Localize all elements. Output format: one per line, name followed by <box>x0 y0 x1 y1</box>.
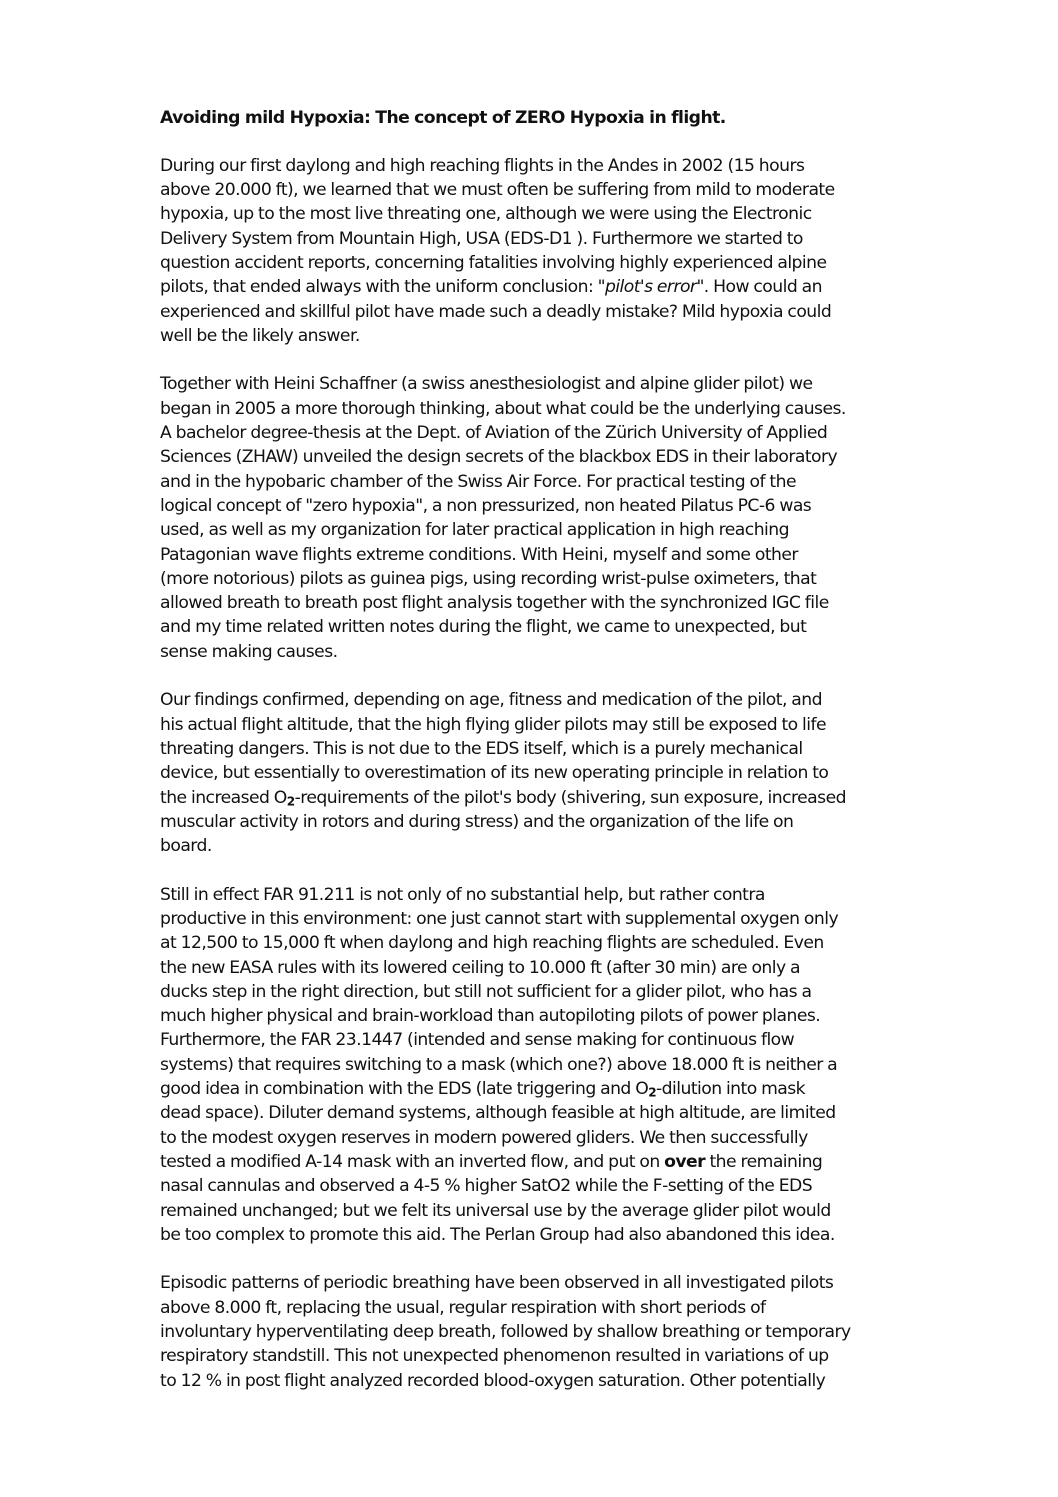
text-segment: dead space). Diluter demand systems, although feasible at high altitude, are limited <box>160 1103 836 1124</box>
text-line <box>160 591 900 615</box>
text-segment: (more notorious) pilots as guinea pigs, using recording wrist-pulse oximeters, that <box>160 568 817 589</box>
text-line <box>160 397 900 421</box>
text-segment: systems) that requires switching to a mask (which one?) above 18.000 ft is neither a <box>160 1054 838 1075</box>
text-line <box>160 810 900 834</box>
text-segment: Together with Heini Schaffner (a swiss anesthesiologist and alpine glider pilot) we <box>160 374 813 395</box>
text-line <box>160 1174 900 1198</box>
text-line <box>160 834 900 858</box>
text-segment: at 12,500 to 15,000 ft when daylong and high reaching flights are scheduled. Even <box>160 933 824 954</box>
text-segment: remained unchanged; but we felt its universal use by the average glider pilot would <box>160 1200 831 1221</box>
paragraph <box>160 883 900 1247</box>
paragraph <box>160 372 900 664</box>
document-body <box>160 154 900 1393</box>
text-line <box>160 786 900 810</box>
text-segment: Delivery System from Mountain High, USA (EDS-D1 ). Furthermore we started to <box>160 228 803 249</box>
text-segment: Patagonian wave flights extreme conditions. With Heini, myself and some other <box>160 544 798 565</box>
text-line <box>160 494 900 518</box>
subscript: 2 <box>286 793 295 808</box>
text-line <box>160 1320 900 1344</box>
text-line <box>160 1004 900 1028</box>
text-line <box>160 202 900 226</box>
text-segment: experienced and skillful pilot have made such a deadly mistake? Mild hypoxia could <box>160 301 832 322</box>
text-line <box>160 227 900 251</box>
paragraph <box>160 688 900 858</box>
text-line <box>160 713 900 737</box>
text-segment: tested a modified A-14 mask with an inverted flow, and put on <box>160 1151 665 1172</box>
text-segment: Sciences (ZHAW) unveiled the design secrets of the blackbox EDS in their laboratory <box>160 447 838 468</box>
text-line <box>160 275 900 299</box>
text-segment: to 12 % in post flight analyzed recorded blood-oxygen saturation. Other potentially <box>160 1370 826 1391</box>
text-segment: ". How could an <box>696 277 822 298</box>
text-segment: A bachelor degree-thesis at the Dept. of Aviation of the Zürich University of Applied <box>160 423 828 444</box>
text-line <box>160 640 900 664</box>
text-segment: the remaining <box>705 1151 823 1172</box>
document-page <box>160 106 900 1417</box>
text-line <box>160 567 900 591</box>
text-line <box>160 251 900 275</box>
text-segment: allowed breath to breath post flight analysis together with the synchronized IGC file <box>160 593 829 614</box>
text-line <box>160 1271 900 1295</box>
text-segment: nasal cannulas and observed a 4-5 % higher SatO2 while the F-setting of the EDS <box>160 1176 813 1197</box>
text-segment: be too complex to promote this aid. The Perlan Group had also abandoned this idea. <box>160 1224 835 1245</box>
text-segment: hypoxia, up to the most live threating one, although we were using the Electronic <box>160 204 812 225</box>
text-segment: above 8.000 ft, replacing the usual, regular respiration with short periods of <box>160 1297 766 1318</box>
text-segment: his actual flight altitude, that the high flying glider pilots may still be exposed to life <box>160 714 827 735</box>
text-segment: well be the likely answer. <box>160 325 360 346</box>
text-line <box>160 907 900 931</box>
text-line <box>160 883 900 907</box>
text-line <box>160 300 900 324</box>
text-segment: sense making causes. <box>160 641 338 662</box>
text-line <box>160 980 900 1004</box>
text-segment: device, but essentially to overestimation of its new operating principle in relation to <box>160 763 829 784</box>
text-segment: to the modest oxygen reserves in modern powered gliders. We then successfully <box>160 1127 808 1148</box>
text-line <box>160 1101 900 1125</box>
paragraph <box>160 1271 900 1392</box>
text-line <box>160 154 900 178</box>
text-line <box>160 543 900 567</box>
text-segment: Episodic patterns of periodic breathing have been observed in all investigated pilots <box>160 1273 834 1294</box>
text-line <box>160 956 900 980</box>
document-title: Avoiding mild Hypoxia: The concept of ZERO Hypoxia in flight. <box>160 108 726 128</box>
text-line <box>160 1369 900 1393</box>
text-segment: threating dangers. This is not due to the EDS itself, which is a purely mechanical <box>160 738 803 759</box>
italic-text: pilot's error <box>604 277 697 298</box>
text-segment: much higher physical and brain-workload than autopiloting pilots of power planes. <box>160 1006 821 1027</box>
text-line <box>160 1296 900 1320</box>
text-segment: and my time related written notes during the flight, we came to unexpected, but <box>160 617 807 638</box>
text-segment: the increased O <box>160 787 287 808</box>
bold-text: over <box>664 1151 706 1172</box>
text-segment: productive in this environment: one just cannot start with supplemental oxygen only <box>160 909 839 929</box>
text-line <box>160 615 900 639</box>
text-segment: question accident reports, concerning fatalities involving highly experienced alpine <box>160 252 827 273</box>
text-line <box>160 421 900 445</box>
text-line <box>160 1199 900 1223</box>
text-segment: muscular activity in rotors and during stress) and the organization of the life on <box>160 811 794 832</box>
text-segment: Furthermore, the FAR 23.1447 (intended and sense making for continuous flow <box>160 1030 795 1051</box>
text-segment: -dilution into mask <box>656 1079 806 1100</box>
text-segment: Our findings confirmed, depending on age, fitness and medication of the pilot, and <box>160 690 822 711</box>
text-line <box>160 1223 900 1247</box>
text-segment: Still in effect FAR 91.211 is not only of no substantial help, but rather contra <box>160 884 765 905</box>
text-segment: the new EASA rules with its lowered ceiling to 10.000 ft (after 30 min) are only a <box>160 957 801 978</box>
text-segment: respiratory standstill. This not unexpected phenomenon resulted in variations of up <box>160 1346 829 1367</box>
text-segment: above 20.000 ft), we learned that we must often be suffering from mild to moderate <box>160 180 835 201</box>
text-line <box>160 1077 900 1101</box>
subscript: 2 <box>648 1085 657 1100</box>
text-segment: good idea in combination with the EDS (late triggering and O <box>160 1079 649 1100</box>
text-segment: used, as well as my organization for later practical application in high reaching <box>160 520 789 541</box>
text-segment: pilots, that ended always with the uniform conclusion: " <box>160 277 605 298</box>
paragraph <box>160 154 900 348</box>
text-segment: logical concept of "zero hypoxia", a non pressurized, non heated Pilatus PC-6 was <box>160 495 812 516</box>
text-line <box>160 445 900 469</box>
text-line <box>160 1053 900 1077</box>
text-line <box>160 1126 900 1150</box>
text-line <box>160 737 900 761</box>
text-line <box>160 931 900 955</box>
text-line <box>160 1344 900 1368</box>
text-segment: -requirements of the pilot's body (shivering, sun exposure, increased <box>294 787 846 808</box>
text-line <box>160 470 900 494</box>
text-line <box>160 372 900 396</box>
text-line <box>160 178 900 202</box>
text-line <box>160 518 900 542</box>
text-line <box>160 688 900 712</box>
text-line <box>160 324 900 348</box>
text-line <box>160 1150 900 1174</box>
text-line <box>160 1028 900 1052</box>
text-segment: During our first daylong and high reaching flights in the Andes in 2002 (15 hours <box>160 155 805 176</box>
text-segment: began in 2005 a more thorough thinking, about what could be the underlying causes. <box>160 398 846 419</box>
text-segment: ducks step in the right direction, but still not sufficient for a glider pilot, who has a <box>160 981 812 1002</box>
text-segment: and in the hypobaric chamber of the Swiss Air Force. For practical testing of the <box>160 471 796 492</box>
text-segment: board. <box>160 836 212 857</box>
text-segment: involuntary hyperventilating deep breath, followed by shallow breathing or temporary <box>160 1322 851 1343</box>
text-line <box>160 761 900 785</box>
